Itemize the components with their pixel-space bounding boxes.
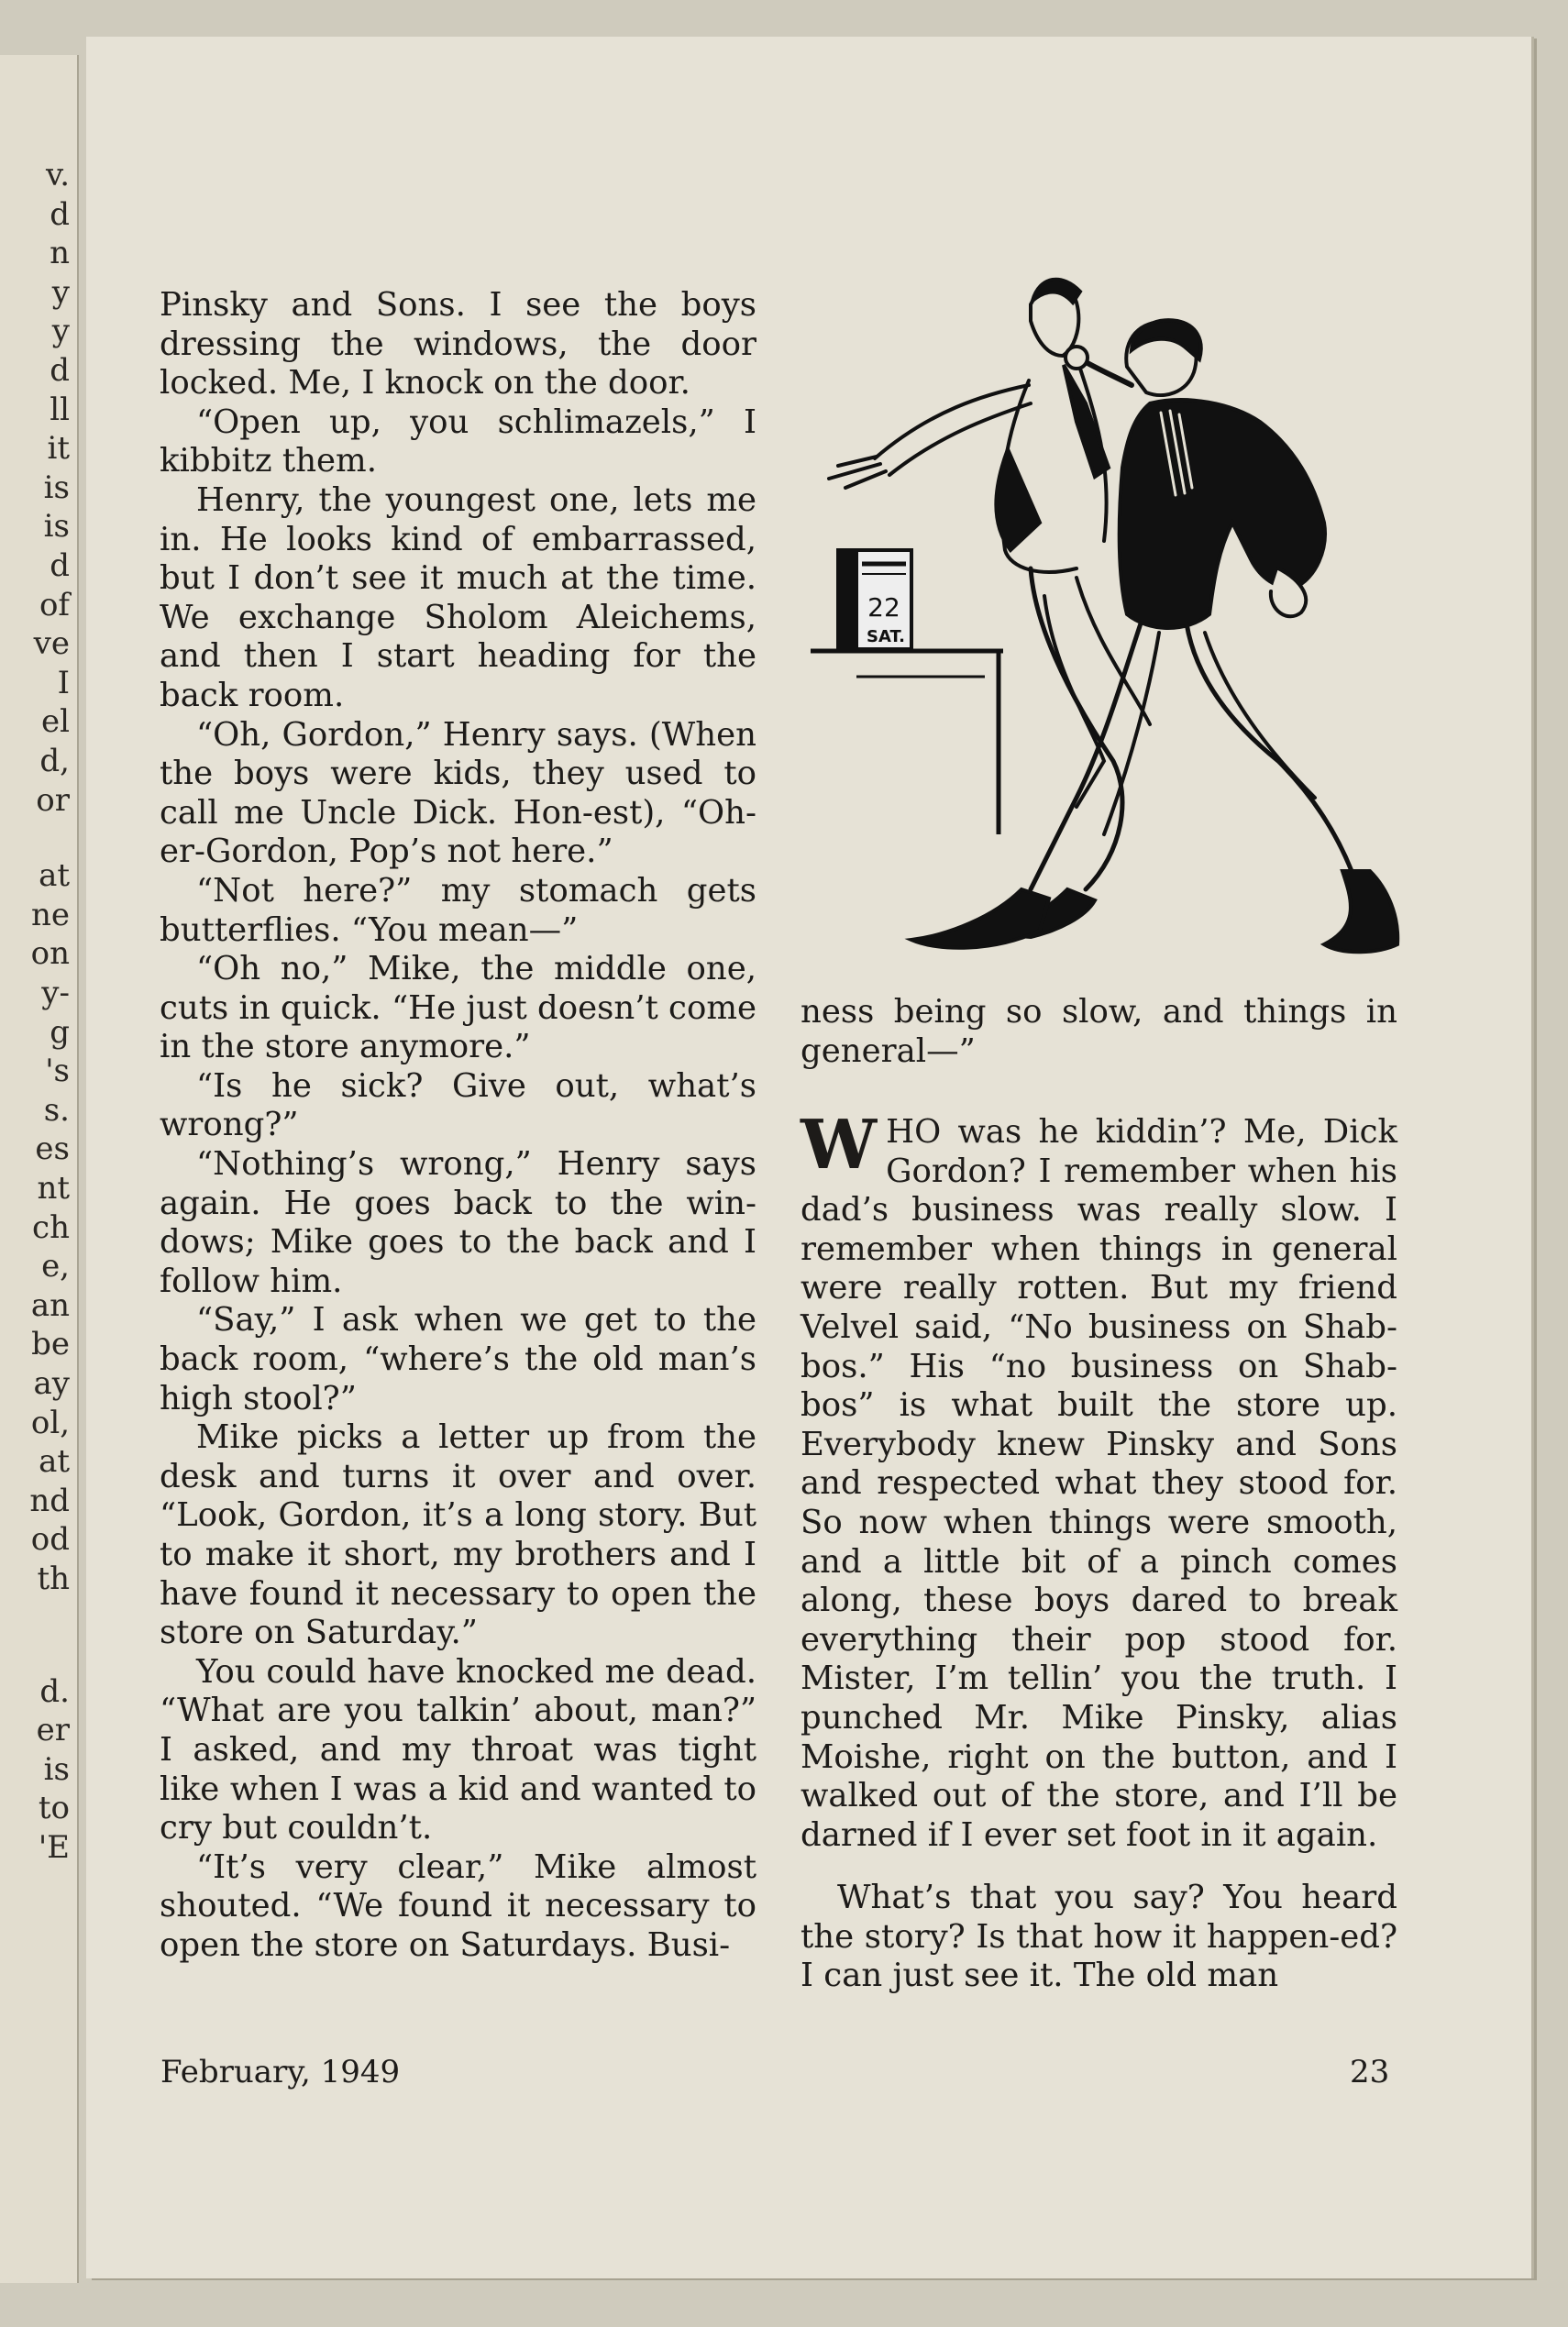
previous-page-fragment: ne: [30, 896, 70, 933]
calendar-day: 22: [867, 592, 900, 623]
previous-page-fragment: v.: [46, 157, 70, 193]
footer-date: February, 1949: [160, 2054, 401, 2090]
previous-page-fragment: ll: [50, 391, 70, 428]
previous-page-fragment: nt: [37, 1170, 70, 1207]
left-paragraph: “Nothing’s wrong,” Henry says again. He goes back to the win-dows; Mike goes to the back and I follow him.: [160, 1145, 756, 1300]
previous-page-fragment: s.: [43, 1091, 70, 1129]
previous-page-fragment: er: [36, 1712, 70, 1749]
previous-page-fragment: ve: [33, 625, 70, 663]
previous-page-fragment: th: [37, 1561, 70, 1597]
previous-page-edge: [0, 55, 79, 2283]
left-paragraph: “Not here?” my stomach gets butterflies. “You mean—”: [160, 871, 756, 949]
final-paragraph: What’s that you say? You heard the story? Is that how it happen-ed? I can just see it. The old man: [801, 1879, 1397, 1995]
previous-page-fragment: d: [50, 195, 70, 233]
previous-page-fragment: of: [39, 586, 70, 623]
previous-page-fragment: at: [39, 857, 70, 895]
punch-illustration: [801, 248, 1462, 963]
previous-page-fragment: y: [51, 273, 70, 311]
left-paragraph: “Say,” I ask when we get to the back room, “where’s the old man’s high stool?”: [160, 1301, 756, 1417]
previous-page-fragment: is: [43, 508, 70, 546]
right-text-column: [801, 1106, 1397, 1996]
previous-page-fragment: nd: [29, 1482, 70, 1519]
previous-page-fragment: y-: [41, 975, 70, 1011]
magazine-page: [86, 37, 1531, 2278]
previous-page-fragment: d.: [39, 1672, 70, 1710]
previous-page-fragment: an: [30, 1286, 70, 1324]
continuation-paragraph: ness being so slow, and things in general—”: [801, 993, 1397, 1070]
left-paragraph: “Oh, Gordon,” Henry says. (When the boys were kids, they used to call me Uncle Dick. Hon-est), “Oh-er-Gordon, Pop’s not here.”: [160, 715, 756, 871]
left-paragraph: Mike picks a letter up from the desk and turns it over and over. “Look, Gordon, it’s a long story. But to make it short, my brothers and I have found it necessary to open the store on Saturday.”: [160, 1418, 756, 1652]
previous-page-fragment: el: [41, 703, 70, 741]
left-paragraph: “Oh no,” Mike, the middle one, cuts in quick. “He just doesn’t come in the store anymore.”: [160, 950, 756, 1066]
left-paragraph: “Open up, you schlimazels,” I kibbitz them.: [160, 403, 756, 480]
previous-page-fragment: d: [50, 547, 70, 584]
previous-page-fragment: y: [51, 313, 70, 350]
left-paragraph: You could have knocked me dead. “What are you talkin’ about, man?” I asked, and my throat was tight like when I was a kid and wanted to cry but couldn’t.: [160, 1652, 756, 1847]
previous-page-fragment: at: [39, 1443, 70, 1481]
previous-page-fragment: ol,: [30, 1404, 70, 1441]
previous-page-fragment: I: [57, 664, 70, 701]
drop-cap: W: [801, 1106, 878, 1185]
left-paragraph: “It’s very clear,” Mike almost shouted. “We found it necessary to open the store on Saturdays. Busi-: [160, 1847, 756, 1964]
previous-page-fragment: es: [35, 1130, 70, 1168]
previous-page-fragment: it: [47, 430, 70, 468]
previous-page-fragment: e,: [41, 1248, 70, 1285]
left-paragraph: Pinsky and Sons. I see the boys dressing the windows, the door locked. Me, I knock on the door.: [160, 286, 756, 403]
page-number: 23: [1350, 2054, 1390, 2090]
calendar-weekday: SAT.: [867, 627, 905, 646]
right-column-continuation: [801, 993, 1397, 1071]
calendar: [838, 550, 911, 649]
previous-page-fragment: d,: [39, 743, 70, 779]
previous-page-fragment: or: [36, 781, 70, 819]
section-paragraph-text: HO was he kiddin’? Me, Dick Gordon? I remember when his dad’s business was really slow. I remember when things in general were really rotten. But my friend Velvel said, “No business on Shab-bos.” His “no business on Shab-bos” is what built the store up. Everybody knew Pinsky and Sons and respected what they stood for. So now when things were smooth, and a little bit of a pinch comes along, these boys dared to break everything their pop stood for. Mister, I’m tellin’ you the truth. I punched Mr. Mike Pinsky, alias Moishe, right on the button, and I walked out of the store, and I’ll be darned if I ever set foot in it again.: [801, 1113, 1397, 1854]
previous-page-fragment: n: [50, 235, 70, 272]
left-paragraph: Henry, the youngest one, lets me in. He looks kind of embarrassed, but I don’t see it much at the time. We exchange Sholom Aleichems, and then I start heading for the back room.: [160, 480, 756, 714]
previous-page-fragment: od: [30, 1521, 70, 1559]
previous-page-fragment: 's: [45, 1053, 70, 1090]
previous-page-fragment: ch: [32, 1208, 70, 1246]
previous-page-fragment: is: [43, 1750, 70, 1788]
left-paragraph: “Is he sick? Give out, what’s wrong?”: [160, 1066, 756, 1144]
previous-page-fragment: g: [50, 1013, 70, 1051]
previous-page-fragment: d: [50, 352, 70, 389]
left-text-column: [160, 286, 756, 1966]
previous-page-fragment: on: [30, 935, 70, 973]
previous-page-fragment: 'E: [38, 1829, 70, 1866]
previous-page-fragment: is: [43, 469, 70, 506]
section-paragraph: [801, 1106, 1397, 1855]
previous-page-fragment: be: [31, 1326, 70, 1363]
previous-page-fragment: to: [38, 1790, 70, 1827]
puncher-man: [911, 320, 1397, 952]
previous-page-fragment: ay: [33, 1365, 70, 1402]
